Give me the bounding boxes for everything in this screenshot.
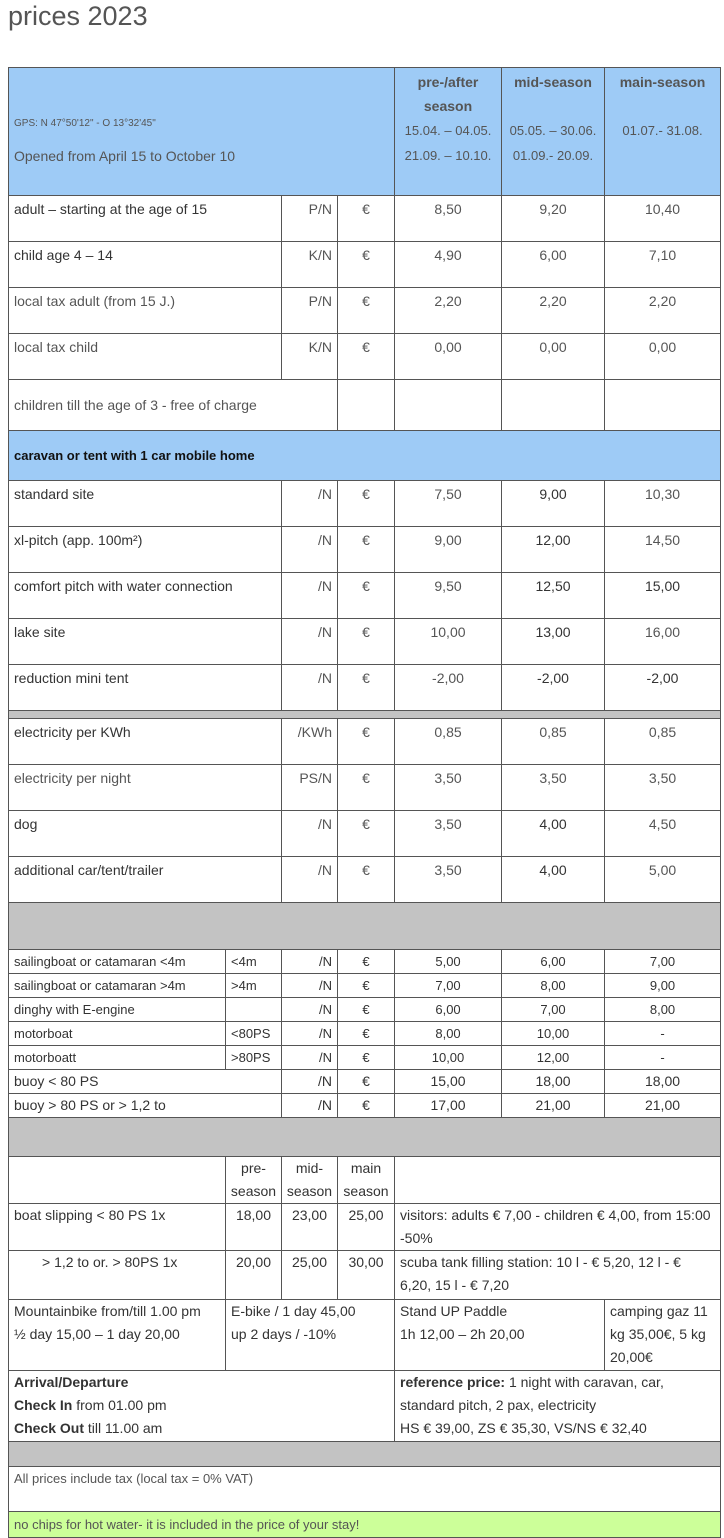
separator-row <box>9 1118 721 1157</box>
table-row <box>9 380 721 431</box>
price-pre: 20,00 <box>226 1251 282 1300</box>
row-currency: € <box>338 573 395 619</box>
empty-cell <box>395 1157 721 1204</box>
season-name: mid-season <box>514 74 592 90</box>
footer-row <box>9 1467 721 1512</box>
row-currency: € <box>338 1022 395 1046</box>
row-unit: /N <box>282 998 338 1022</box>
separator <box>9 903 721 950</box>
price-pre: 3,50 <box>395 765 502 811</box>
row-label: sailingboat or catamaran >4m <box>9 974 226 998</box>
row-unit: /N <box>282 573 338 619</box>
table-row <box>9 619 721 665</box>
row-unit: /N <box>282 811 338 857</box>
row-currency: € <box>338 1046 395 1070</box>
price-mid: 10,00 <box>502 1022 605 1046</box>
price-main: 18,00 <box>605 1070 721 1094</box>
bike-line: ½ day 15,00 – 1 day 20,00 <box>14 1326 180 1342</box>
empty-cell <box>395 380 502 431</box>
arrival-row <box>9 1371 721 1442</box>
price-main: - <box>605 1022 721 1046</box>
row-label: electricity per night <box>9 765 282 811</box>
section-header-row <box>9 431 721 481</box>
header-info-cell <box>9 68 395 196</box>
table-row <box>9 196 721 242</box>
price-main: 5,00 <box>605 857 721 903</box>
price-pre: 15,00 <box>395 1070 502 1094</box>
row-unit: /N <box>282 619 338 665</box>
table-row <box>9 765 721 811</box>
price-main: 14,50 <box>605 527 721 573</box>
arrival-title: Arrival/Departure <box>14 1374 129 1390</box>
row-label: additional car/tent/trailer <box>9 857 282 903</box>
price-mid: 2,20 <box>502 288 605 334</box>
opening-period: Opened from April 15 to October 10 <box>14 148 236 164</box>
row-unit: /N <box>282 950 338 974</box>
sup-rental <box>395 1300 605 1371</box>
price-main: 10,30 <box>605 481 721 527</box>
slipping-season-label: season <box>230 1183 277 1199</box>
ebike-line: E-bike / 1 day 45,00 <box>231 1303 356 1319</box>
gps-coordinates: GPS: N 47°50'12" - O 13°32'45" <box>14 118 156 129</box>
table-row <box>9 334 721 380</box>
row-label: local tax adult (from 15 J.) <box>9 288 282 334</box>
price-pre: 17,00 <box>395 1094 502 1118</box>
row-currency: € <box>338 950 395 974</box>
season-name: pre-/after <box>417 74 479 90</box>
table-row <box>9 1070 721 1094</box>
price-mid: 12,00 <box>502 527 605 573</box>
checkout-label: Check Out <box>14 1420 85 1436</box>
row-unit: /KWh <box>282 719 338 765</box>
price-pre: -2,00 <box>395 665 502 711</box>
table-row <box>9 1046 721 1070</box>
sup-line: Stand UP Paddle <box>400 1303 508 1319</box>
row-currency: € <box>338 527 395 573</box>
row-unit: /N <box>282 527 338 573</box>
table-row <box>9 573 721 619</box>
season-header-mid <box>502 68 605 196</box>
empty-cell <box>338 380 395 431</box>
row-label: local tax child <box>9 334 282 380</box>
row-currency: € <box>338 719 395 765</box>
separator <box>9 1442 721 1467</box>
hot-water-row <box>9 1512 721 1538</box>
price-main: - <box>605 1046 721 1070</box>
price-pre: 6,00 <box>395 998 502 1022</box>
season-dates: 05.05. – 30.06. <box>509 123 597 138</box>
price-pre: 7,50 <box>395 481 502 527</box>
row-currency: € <box>338 665 395 711</box>
scuba-note: scuba tank filling station: 10 l - € 5,20, 12 l - € 6,20, 15 l - € 7,20 <box>395 1251 721 1300</box>
price-pre: 0,85 <box>395 719 502 765</box>
price-main: 21,00 <box>605 1094 721 1118</box>
price-mid: 23,00 <box>282 1204 338 1251</box>
boat-size: >80PS <box>226 1046 282 1070</box>
price-main: 7,10 <box>605 242 721 288</box>
row-unit: /N <box>282 1070 338 1094</box>
row-unit: /N <box>282 1094 338 1118</box>
season-dates: 21.09. – 10.10. <box>404 148 492 163</box>
reference-text: 1 night with caravan, car, standard pitch, 2 pax, electricity <box>400 1374 664 1413</box>
mountainbike-rental <box>9 1300 226 1371</box>
empty-cell <box>502 380 605 431</box>
price-mid: 25,00 <box>282 1251 338 1300</box>
price-mid: 21,00 <box>502 1094 605 1118</box>
tax-note: All prices include tax (local tax = 0% VAT) <box>9 1467 721 1512</box>
price-main: 8,00 <box>605 998 721 1022</box>
price-main: 10,40 <box>605 196 721 242</box>
row-label: standard site <box>9 481 282 527</box>
price-pre: 10,00 <box>395 619 502 665</box>
separator-row <box>9 903 721 950</box>
hot-water-note: no chips for hot water- it is included in the price of your stay! <box>9 1512 721 1538</box>
header-row <box>9 68 721 196</box>
row-unit: /N <box>282 1022 338 1046</box>
price-pre: 7,00 <box>395 974 502 998</box>
row-label: buoy > 80 PS or > 1,2 to <box>9 1094 282 1118</box>
sup-line: 1h 12,00 – 2h 20,00 <box>400 1326 525 1342</box>
reference-label: reference price: <box>400 1374 506 1390</box>
price-mid: -2,00 <box>502 665 605 711</box>
slipping-season-label: season <box>286 1183 333 1199</box>
checkout-time: till 11.00 am <box>84 1420 163 1436</box>
table-row <box>9 288 721 334</box>
price-pre: 5,00 <box>395 950 502 974</box>
row-label: adult – starting at the age of 15 <box>9 196 282 242</box>
boat-size: <80PS <box>226 1022 282 1046</box>
separator <box>9 711 721 719</box>
row-currency: € <box>338 288 395 334</box>
price-pre: 3,50 <box>395 857 502 903</box>
row-currency: € <box>338 1094 395 1118</box>
slipping-header-row <box>9 1157 721 1204</box>
separator-row <box>9 711 721 719</box>
row-unit: /N <box>282 857 338 903</box>
reference-prices: HS € 39,00, ZS € 35,30, VS/NS € 32,40 <box>400 1420 647 1436</box>
separator-row <box>9 1442 721 1467</box>
price-mid: 13,00 <box>502 619 605 665</box>
price-pre: 8,00 <box>395 1022 502 1046</box>
price-mid: 12,00 <box>502 1046 605 1070</box>
price-main: 15,00 <box>605 573 721 619</box>
row-unit: /N <box>282 1046 338 1070</box>
price-pre: 10,00 <box>395 1046 502 1070</box>
table-row <box>9 811 721 857</box>
bike-line: Mountainbike from/till 1.00 pm <box>14 1303 201 1319</box>
price-mid: 7,00 <box>502 998 605 1022</box>
slipping-season-mid <box>282 1157 338 1204</box>
table-row <box>9 857 721 903</box>
season-dates: 01.07.- 31.08. <box>622 123 703 138</box>
row-label: dinghy with E-engine <box>9 998 226 1022</box>
row-label: lake site <box>9 619 282 665</box>
row-label: xl-pitch (app. 100m²) <box>9 527 282 573</box>
row-label: comfort pitch with water connection <box>9 573 282 619</box>
price-main: 0,85 <box>605 719 721 765</box>
separator <box>9 1118 721 1157</box>
row-currency: € <box>338 619 395 665</box>
row-unit: /N <box>282 974 338 998</box>
boat-size <box>226 998 282 1022</box>
slipping-label: boat slipping < 80 PS 1x <box>9 1204 226 1251</box>
section-caravan-title: caravan or tent with 1 car mobile home <box>9 431 721 481</box>
price-main: 7,00 <box>605 950 721 974</box>
table-row <box>9 974 721 998</box>
slipping-season-pre <box>226 1157 282 1204</box>
price-mid: 4,00 <box>502 811 605 857</box>
season-dates: 01.09.- 20.09. <box>512 148 594 163</box>
row-label: reduction mini tent <box>9 665 282 711</box>
table-row <box>9 527 721 573</box>
price-pre: 18,00 <box>226 1204 282 1251</box>
season-name: main-season <box>619 74 706 90</box>
slipping-season-label: season <box>343 1183 389 1199</box>
row-currency: € <box>338 857 395 903</box>
table-row <box>9 242 721 288</box>
row-label: motorboatt <box>9 1046 226 1070</box>
price-table <box>8 67 721 1538</box>
row-label: motorboat <box>9 1022 226 1046</box>
price-mid: 6,00 <box>502 242 605 288</box>
row-currency: € <box>338 765 395 811</box>
slipping-label: > 1,2 to or. > 80PS 1x <box>9 1251 226 1300</box>
row-currency: € <box>338 334 395 380</box>
price-mid: 9,00 <box>502 481 605 527</box>
slipping-season-main <box>338 1157 395 1204</box>
row-unit: K/N <box>282 242 338 288</box>
price-pre: 9,00 <box>395 527 502 573</box>
table-row <box>9 1204 721 1251</box>
row-currency: € <box>338 1070 395 1094</box>
price-pre: 8,50 <box>395 196 502 242</box>
price-main: 3,50 <box>605 765 721 811</box>
price-pre: 9,50 <box>395 573 502 619</box>
table-row <box>9 1022 721 1046</box>
price-mid: 6,00 <box>502 950 605 974</box>
empty-cell <box>9 1157 226 1204</box>
row-currency: € <box>338 196 395 242</box>
price-mid: 0,85 <box>502 719 605 765</box>
price-pre: 4,90 <box>395 242 502 288</box>
row-unit: P/N <box>282 196 338 242</box>
price-main: 4,50 <box>605 811 721 857</box>
row-currency: € <box>338 998 395 1022</box>
row-label: dog <box>9 811 282 857</box>
row-unit: K/N <box>282 334 338 380</box>
table-row <box>9 950 721 974</box>
row-currency: € <box>338 481 395 527</box>
slipping-season-label: pre- <box>241 1160 266 1176</box>
price-main: 2,20 <box>605 288 721 334</box>
row-label: buoy < 80 PS <box>9 1070 282 1094</box>
price-mid: 9,20 <box>502 196 605 242</box>
row-unit: P/N <box>282 288 338 334</box>
price-mid: 0,00 <box>502 334 605 380</box>
price-mid: 3,50 <box>502 765 605 811</box>
row-label: electricity per KWh <box>9 719 282 765</box>
camping-gaz: camping gaz 11 kg 35,00€, 5 kg 20,00€ <box>605 1300 721 1371</box>
page-title: prices 2023 <box>8 1 148 31</box>
ebike-rental <box>226 1300 395 1371</box>
table-row <box>9 1251 721 1300</box>
row-label: child age 4 – 14 <box>9 242 282 288</box>
row-unit: PS/N <box>282 765 338 811</box>
row-unit: /N <box>282 665 338 711</box>
price-mid: 12,50 <box>502 573 605 619</box>
price-main: 16,00 <box>605 619 721 665</box>
price-pre: 2,20 <box>395 288 502 334</box>
rentals-row <box>9 1300 721 1371</box>
checkin-label: Check In <box>14 1397 73 1413</box>
season-name-cont: season <box>423 98 473 114</box>
visitors-note: visitors: adults € 7,00 - children € 4,00, from 15:00 -50% <box>395 1204 721 1251</box>
price-mid: 18,00 <box>502 1070 605 1094</box>
price-main: 0,00 <box>605 334 721 380</box>
season-dates: 15.04. – 04.05. <box>404 123 492 138</box>
season-header-main <box>605 68 721 196</box>
row-unit: /N <box>282 481 338 527</box>
price-main: -2,00 <box>605 665 721 711</box>
price-main: 30,00 <box>338 1251 395 1300</box>
table-row <box>9 1094 721 1118</box>
price-mid: 8,00 <box>502 974 605 998</box>
slipping-season-label: main <box>350 1160 382 1176</box>
children-free-note: children till the age of 3 - free of charge <box>9 380 338 431</box>
row-currency: € <box>338 242 395 288</box>
row-currency: € <box>338 811 395 857</box>
price-main: 25,00 <box>338 1204 395 1251</box>
reference-price <box>395 1371 721 1442</box>
price-mid: 4,00 <box>502 857 605 903</box>
boat-size: >4m <box>226 974 282 998</box>
slipping-season-label: mid- <box>295 1160 324 1176</box>
boat-size: <4m <box>226 950 282 974</box>
table-row <box>9 719 721 765</box>
empty-cell <box>605 380 721 431</box>
row-currency: € <box>338 974 395 998</box>
ebike-line: up 2 days / -10% <box>231 1326 337 1342</box>
table-row <box>9 481 721 527</box>
price-pre: 3,50 <box>395 811 502 857</box>
price-pre: 0,00 <box>395 334 502 380</box>
checkin-time: from 01.00 pm <box>72 1397 167 1413</box>
row-label: sailingboat or catamaran <4m <box>9 950 226 974</box>
season-header-pre <box>395 68 502 196</box>
table-row <box>9 998 721 1022</box>
arrival-departure <box>9 1371 395 1442</box>
price-main: 9,00 <box>605 974 721 998</box>
table-row <box>9 665 721 711</box>
